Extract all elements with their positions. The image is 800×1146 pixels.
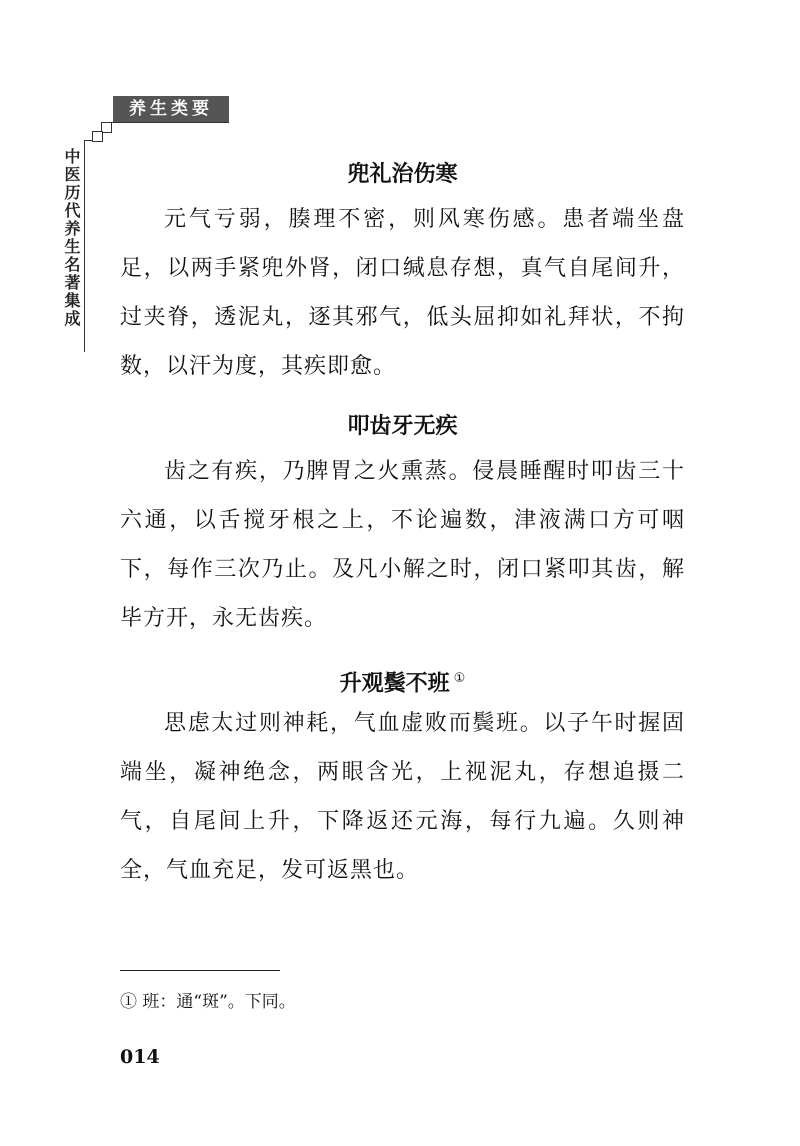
section-body: 齿之有疾，乃脾胃之火熏蒸。侵晨睡醒时叩齿三十六通，以舌搅牙根之上，不论遍数，津液满口方可咽下，每作三次乃止。及凡小解之时，闭口紧叩其齿，解毕方开，永无齿疾。 xyxy=(120,459,685,631)
series-title-vertical: 中医历代养生名著集成 xyxy=(62,148,81,328)
running-header-tab: 养生类要 xyxy=(113,96,229,122)
header-rule xyxy=(110,122,229,123)
page-number: 014 xyxy=(120,1046,160,1068)
section-title-text: 升观鬓不班 xyxy=(339,671,450,697)
footnote: ① 班：通“斑”。下同。 xyxy=(120,992,296,1012)
section xyxy=(120,155,685,391)
section-title: 叩齿牙无疾 xyxy=(347,414,458,439)
side-rule xyxy=(84,140,85,352)
section-title: 兜礼治伤寒 xyxy=(347,162,458,187)
section xyxy=(120,407,685,643)
footnote-rule xyxy=(120,970,280,971)
section-body: 思虑太过则神耗，气血虚败而鬓班。以子午时握固端坐，凝神绝念，两眼含光，上视泥丸，存想追摄二气，自尾间上升，下降返还元海，每行九遍。久则神全，气血充足，发可返黑也。 xyxy=(120,711,685,883)
footnote-marker: ① xyxy=(453,671,466,686)
page-content xyxy=(120,155,685,911)
section xyxy=(120,659,685,895)
side-rule-top xyxy=(84,140,93,141)
section-body: 元气亏弱，腠理不密，则风寒伤感。患者端坐盘足，以两手紧兜外肾，闭口缄息存想，真气自尾间升，过夹脊，透泥丸，逐其邪气，低头屈抑如礼拜状，不拘数，以汗为度，其疾即愈。 xyxy=(120,207,685,379)
decorative-square xyxy=(92,131,103,142)
section-title-with-note xyxy=(120,659,685,699)
